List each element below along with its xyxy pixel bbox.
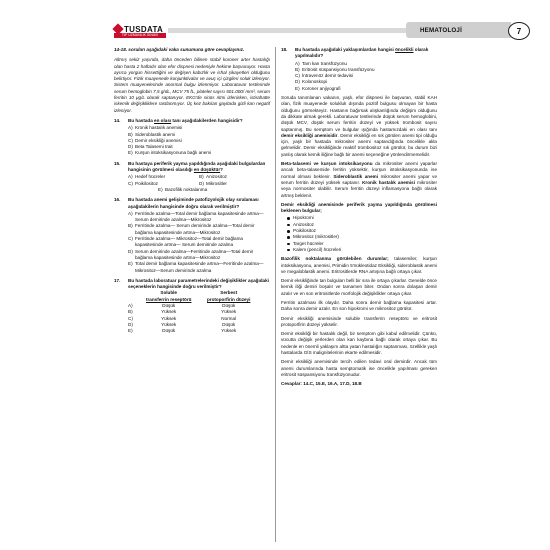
option-text: Ferritinde azalma— Serum demirinde azalma—Total demir bağlama kapasitesinde artma—Mikrositoz [135,223,255,235]
option-key: B) [128,309,133,315]
option-key: D) [128,144,133,150]
column-header: Soluble [160,290,177,296]
option[interactable] [128,223,270,236]
option-text: Hedef hücreler [135,174,166,180]
header-band [168,28,406,33]
stem-part: tanı aşağıdakilerden hangisidir? [171,117,243,123]
text-run: talasemiler, kurşun intoksikasyonu, anemisi, Primidin 5'nükleotidaz Eksikliği, sideroblastik anemi ve megaloblastik anemi. Eritrositlerde RNA artışına bağlı ortaya çıkar. [281,256,437,274]
question-stem: Bu hastada anemi gelişiminde patofizyolojik olay sıralaması aşağıdakilerin hangisinde doğru olarak verilmiştir? [128,197,259,209]
option-key: D) [128,321,133,327]
option-text: Total demir bağlama kapasitesinde artma—Ferritinde azalma—Mikrositoz—Serum demirinde azalma [135,261,264,273]
option-text: Kurşun intoksikasyonuna bağlı anemi [135,150,212,156]
list-item: Poikilositoz [287,228,437,234]
option-key: E) [128,328,133,334]
options-15 [114,174,270,193]
question-number: 16. [114,197,121,203]
right-column [281,47,437,388]
option-text: Demir eksikliği anemisi [135,137,182,143]
explanation-paragraph [281,161,437,199]
table-row[interactable] [128,328,258,334]
table-cell: Yüksek [161,321,177,327]
list-item: Target hücreler [287,241,437,247]
page-number: 7 [508,22,530,40]
stem-emphasis: en olası [154,117,172,123]
option[interactable] [128,236,270,249]
logo-subtitle: TIP UZMANLIK SINAVI HAZIRLIK [114,33,166,38]
option-text: Kronik hastalık anemisi [135,125,183,131]
option-key: E) [128,150,133,156]
option-key: A) [128,210,133,216]
text-run: mikrositer anemi yapar ve serum ferritin düzeyi yüksek saptanır. [281,173,437,185]
stem-emphasis: öncelikli [395,47,414,52]
question-stem [295,47,437,60]
option[interactable] [128,211,270,224]
text-run: mikrositer veya normositer olabilir. Serum ferritin düzeyi inflamasyona bağlı olarak artmış beklenir. [281,179,437,198]
option[interactable] [128,187,270,193]
text-run: da mikrositer anemi yaparlar ancak beta-talasemide ferritin yüksektir, kurşun intoksikasyonunda ise normal olması beklenir. [281,161,437,179]
table-cell: Düşük [162,328,176,334]
question-number: 18. [281,47,288,52]
option-key: A) [128,302,133,308]
list-item: Kalem (pencil) hücreleri [287,247,437,253]
list-heading: Demir eksikliği anemisinde periferik yayma yapıldığında görülmesi beklenen bulgular; [281,201,437,214]
list-item: Mikrositoz (mikrositler) [287,234,437,240]
option-key: E) [295,85,300,91]
question-16 [114,197,270,210]
explanation-paragraph: Ferritin azalması ilk olaydır. Daha sonra demir bağlama kapasitesi artar. Daha sonra demir azalır. En son hipokromi ve mikrositoz görülür. [281,299,437,312]
table-cell: Yüksek [221,328,237,334]
text-run: . Demir eksikliği en sık görülen anemi tipi olduğu için, yaşlı bir hastada mikrositer anemi saptandığında öncelikle akla gelmelidir. Demir eksikliğinde reaktif trombositoz sık görülür, bu durum bizi yanlış olarak kemik iliğine bağlı bir anemi seçeneğine yönlendirmemelidir. [281,132,437,157]
text-emphasis: Bazofilik noktalanma görülebilen durumlar; [281,256,389,262]
option-key: E) [128,261,133,267]
column-header: protoporfirin düzeyi [207,296,251,302]
explanation-paragraph: Demir eksikliği bir hastalık değil, bir semptom gibi kabul edilmelidir. Çünkü, vücutta değişik yerlerden olan kan kaybına bağlı olarak ortaya çıkar. Bu nedenle en önemli yaklaşım altta yatan hastalığın saptanması, özellikle yaşlı hastalarda GİS malignitelerinin ekarte edilmesidir. [281,331,437,356]
option-key: D) [199,180,204,186]
option-text: Anizositoz [206,174,227,180]
stem-part: Bu hastada aşağıdaki yaklaşımlardan hangisi [295,47,396,52]
text-emphasis: Kronik hastalık anemisi [362,179,416,185]
question-number: 17. [114,277,121,283]
explanation-paragraph: Demir eksikliği anemisinde tercih edilen tedavi oral demirdir. Ancak tüm anemi durumlarında hasta semptomatik ise öncelikle yapılması gereken eritrosit süspansiyonu transfüzyonudur. [281,359,437,377]
section-title: HEMATOLOJİ [406,22,511,38]
option-text: Eritrosit süspansiyonu transfüzyonu [302,66,375,72]
option-text: Bazofilik noktalanma [165,186,208,192]
question-number: 14. [114,117,121,123]
table-cell: Düşük [222,321,236,327]
option-text: Ferritinde azalma— Mikrositoz—Total demir bağlama kapasitesinde artma— Serum demirinde azalma [135,236,243,248]
question-14 [114,118,270,124]
option-key: A) [128,174,133,180]
stem-part: olarak yapılmalıdır? [295,47,429,59]
intro-heading: 14-18. soruları aşağıdaki vaka sunumuna göre cevaplayınız. [114,47,245,52]
question-17 [114,278,270,291]
option-key: A) [128,125,133,131]
stem-part: ? [220,167,223,173]
option-text: Koroner anjiyografi [302,85,341,91]
question-stem: Bu hastada laboratuar parametrelerindeki değişiklikler aşağıdaki seçeneklerin hangisinde doğru verilmiştir? [128,277,269,290]
question-number: 15. [114,160,121,166]
options-14 [114,125,270,156]
left-column [114,47,270,334]
option[interactable] [128,150,270,156]
question-stem [128,161,270,174]
option-key: B) [128,223,133,229]
explanation-paragraph: Demir eksikliğinde tan bulguları belli bir sıra ile ortaya çıkarlar. Genelde önce kemik iliği demiri boşalır ve tamamen biter. Ondan sonra dolaşan demir azalır ve en son eritrositlerde morfolojik değişiklikler ortaya çıkar. [281,278,437,296]
options-17-table [128,290,258,334]
option-text: Tam kan transfüzyonu [302,60,347,66]
column-header: Serbest [220,290,238,296]
option-text: Sideroblastik anemi [135,131,176,137]
logo-text: TUSDATA [124,24,164,34]
option-text: Mikrositler [206,180,227,186]
text-run: Soruda tanımlanan vakanın, yaşlı, efor dispnesi ile başvuran, stabil KAH olan, fizik muayenede solukluk dışında pozitif bulgusu olmayan bir hasta olduğunu görmekteyiz. Hastanın bağırsak alışkanlığında değişim olduğunu da dikkate almak gerekli. Laboratuvar testlerinde düşük serum hemoglobini, düşük MCV, düşük serum ferritin düzeyi ve yüksek trombosit sayısı saptanmış. Bu semptom ve bulgular ışığında hastamızdaki en olası tanı [281,95,437,132]
explanation-paragraph: Demir eksikliği anemisinde soluble transferrin reseptörü ve eritrosit protoporfirin düzeyi yükselir. [281,315,437,327]
list-item: Anizositoz [287,222,437,228]
list-item: Hipokromi [287,215,437,221]
findings-list [287,215,437,253]
option[interactable] [295,86,437,92]
option-key: C) [128,315,133,321]
option-text: Serum demirinde azalma—Ferritinde azalma—Total demir bağlama kapasitesinde artma—Mikrositoz [135,248,254,260]
option[interactable] [199,181,270,187]
option[interactable] [128,249,270,262]
stem-emphasis: en düşüktür [193,167,221,173]
option-key: C) [128,137,133,143]
table-cell: Yüksek [221,309,237,315]
text-emphasis: Sideroblastik anemi [333,173,379,179]
option[interactable] [128,261,270,274]
text-emphasis: demir eksikliği anemisidir [281,132,338,138]
explanation-paragraph [281,95,437,158]
case-text: Altmış sekiz yaşında, daha önceden bilinen stabil koroner arter hastalığı olan hasta 2 haftadır olan efor dispnesi nedeniyle hekime başvuruyor. Hasta ayrıca yorgun hissettiğini ve değişen kabızlık ve ishal şikayetleri olduğunu belirtiyor. Fizik muayenede konjunktivalar ve avuç içi çizgileri soluk izleniyor. Sistem muayenelerinde anormal bulgu izlenmiyor. Laboratuvar testlerinde serum hemoglobin 7,5 g/dL, MCV 75 fL, platelet sayısı 501.000/ mm³, serum ferritin 10 μg/L olarak saptanıyor. EKG'de sinüs ritmi izlenirken, istirahatte iskemik değişikliklere rastlanmıyor. Üç kez bakılan gayitada gizli kan negatif izleniyor. [114,57,270,113]
option-key: A) [295,60,300,66]
table-cell: Normal [221,315,237,321]
option-text: Ferritinde azalma—Total demir bağlama kapasitesinde artma—Serum demirinde azalma—Mikrositoz [135,210,264,223]
option-text: Poikilositoz [135,180,158,186]
option-key: C) [295,73,300,79]
text-emphasis: Beta-talasemi ve kurşun intoksikasyonu [281,161,373,167]
table-cell: Yüksek [161,315,177,321]
table-cell: Düşük [162,302,176,308]
answer-key: Cevaplar: 14.C, 15.E, 16.A, 17.D, 18.B [281,381,362,387]
options-16 [114,211,270,274]
option-key: C) [128,180,133,186]
question-18 [281,47,437,60]
option-key: B) [199,174,204,180]
option-key: E) [158,186,163,192]
option-key: B) [128,131,133,137]
column-header: transferrin reseptörü [145,296,192,302]
option-key: D) [295,79,300,85]
options-18 [281,61,437,92]
column-divider [275,47,276,542]
option-key: C) [128,236,133,242]
option-text: İntravenöz demir tedavisi [302,73,354,79]
option-text: Kolonoskopi [302,79,328,85]
question-15 [114,161,270,174]
stem-part: Bu hastaya periferik yayma yapıldığında aşağıdaki bulgulardan hangisinin görülmesi olasılığı [128,160,266,173]
question-stem [128,118,270,124]
stem-part: Bu hastada [128,117,155,123]
table-cell: Yüksek [161,309,177,315]
explanation-paragraph [281,256,437,275]
option-key: B) [295,66,300,72]
table-cell: Düşük [222,302,236,308]
option-text: Beta Talasemi trait [135,144,173,150]
option-key: D) [128,248,133,254]
